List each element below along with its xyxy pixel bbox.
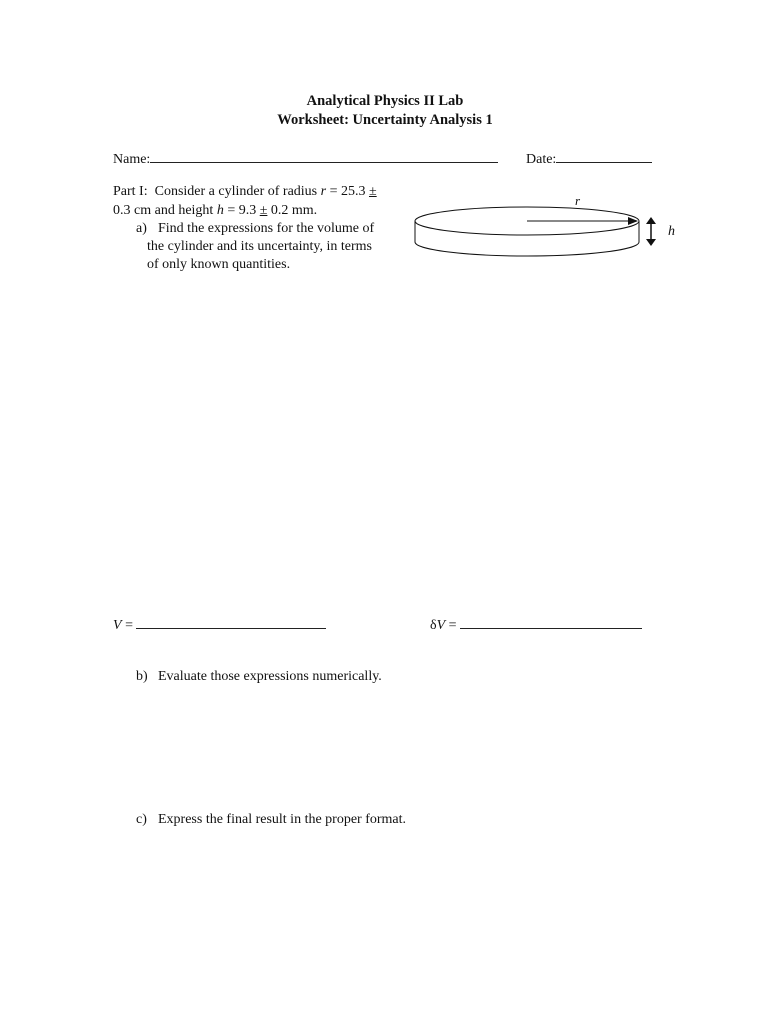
name-blank[interactable] [150, 148, 498, 163]
part1-line2 [113, 203, 317, 219]
cylinder-diagram [405, 190, 695, 265]
date-label: Date: [526, 152, 557, 167]
radius-symbol: r [320, 184, 327, 199]
radius-value: = 25.3 [326, 184, 369, 199]
cylinder-bottom-edge [415, 242, 639, 256]
plus-minus-sign: ± [368, 184, 377, 199]
question-a-line2: the cylinder and its uncertainty, in terms [147, 239, 372, 254]
plus-minus-sign: ± [259, 203, 268, 218]
volume-equals: = [121, 618, 137, 633]
worksheet-title-line1: Analytical Physics II Lab [306, 93, 464, 109]
volume-uncertainty-blank[interactable] [460, 614, 642, 629]
question-c [136, 812, 406, 828]
height-value: = 9.3 [223, 203, 260, 218]
volume-answer[interactable] [113, 614, 326, 634]
question-b [136, 669, 382, 685]
part1-line1 [113, 184, 377, 200]
worksheet-title-line2: Worksheet: Uncertainty Analysis 1 [277, 112, 493, 128]
diagram-radius-label: r [575, 193, 581, 208]
date-field[interactable] [526, 148, 652, 168]
part1-label: Part I: [113, 184, 148, 199]
question-a-line3: of only known quantities. [147, 257, 291, 272]
height-uncertainty: 0.2 mm. [267, 203, 318, 218]
height-arrow-down [646, 239, 656, 246]
diagram-height-label: h [668, 224, 675, 239]
part1-text: Consider a cylinder of radius [154, 184, 321, 199]
volume-blank[interactable] [136, 614, 326, 629]
height-arrow-up [646, 217, 656, 224]
question-b-text: Evaluate those expressions numerically. [158, 669, 382, 684]
question-c-label: c) [136, 812, 147, 827]
delta-symbol: δ [430, 618, 437, 633]
volume-uncertainty-symbol: V [436, 618, 446, 633]
name-label: Name: [113, 152, 151, 167]
question-a-line1 [136, 221, 374, 237]
question-c-text: Express the final result in the proper format. [158, 812, 407, 827]
radius-uncertainty: 0.3 cm and height [113, 203, 217, 218]
volume-uncertainty-answer[interactable] [430, 614, 642, 634]
name-field[interactable] [113, 148, 498, 168]
volume-symbol: V [113, 618, 122, 633]
date-blank[interactable] [556, 148, 652, 163]
volume-uncertainty-equals: = [445, 618, 461, 633]
question-b-label: b) [136, 669, 148, 684]
question-a-text: Find the expressions for the volume of [158, 221, 375, 236]
height-symbol: h [216, 203, 224, 218]
question-a-label: a) [136, 221, 147, 236]
